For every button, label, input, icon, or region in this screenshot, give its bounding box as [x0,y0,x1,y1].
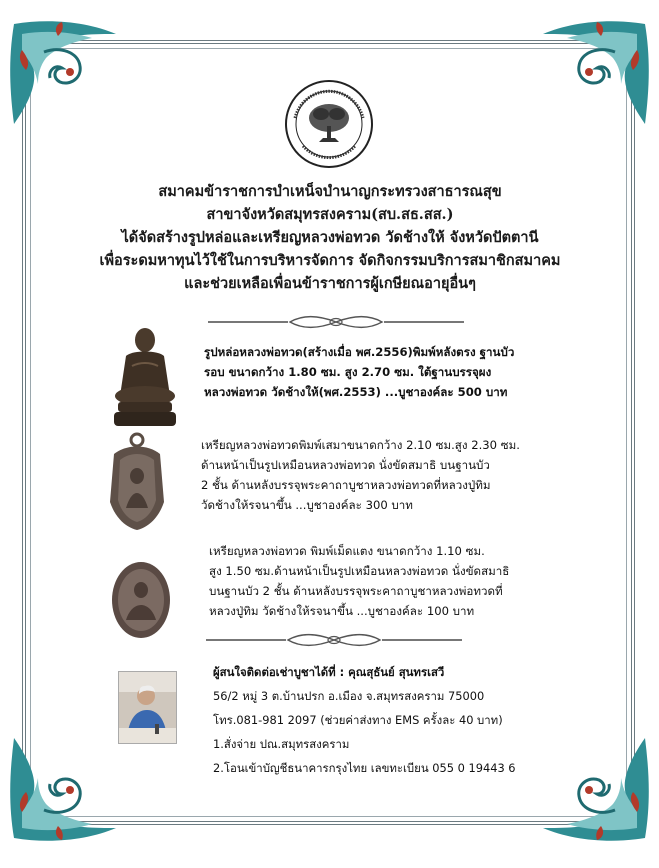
association-logo-icon [283,78,375,170]
ornamental-divider [206,633,462,647]
contact-line: 2.โอนเข้าบัญชีธนาคารกรุงไทย เลขทะเบียน 055 0 19443 6 [213,761,516,775]
corner-ornament-icon [539,12,659,132]
item-sema-coin-description [201,435,520,515]
item-line: รูปหล่อหลวงพ่อทวด(สร้างเมื่อ พศ.2556)พิมพ์หลังตรง ฐานบัว [204,345,515,359]
item-line: เหรียญหลวงพ่อทวดพิมพ์เสมาขนาดกว้าง 2.10 ซม.สูง 2.30 ซม. [201,438,520,452]
contact-line: ผู้สนใจติดต่อเช่าบูชาได้ที่ : คุณสุธันย์ สุนทรเสวี [213,665,445,679]
item-line: เหรียญหลวงพ่อทวด พิมพ์เม็ดแตง ขนาดกว้าง 1.10 ซม. [209,544,485,558]
header-line: และช่วยเหลือเพื่อนข้าราชการผู้เกษียณอายุอื่นๆ [184,275,476,292]
amulet-oval-coin-image [110,560,172,640]
contact-line: โทร.081-981 2097 (ช่วยค่าส่งทาง EMS ครั้งละ 40 บาท) [213,713,503,727]
item-statue-description [204,342,514,402]
contact-info [213,660,516,780]
item-line: หลวงปู่ทิม วัดช้างให้รจนาขึ้น ...บูชาองค์ละ 100 บาท [209,604,475,618]
contact-line: 1.สั่งจ่าย ปณ.สมุทรสงคราม [213,737,350,751]
divider-scroll-icon [286,633,382,647]
contact-person-photo [118,671,177,744]
item-line: รอบ ขนาดกว้าง 1.80 ซม. สูง 2.70 ซม. ใต้ฐานบรรจุผง [204,365,492,379]
ornamental-divider [208,315,464,329]
item-line: บนฐานบัว 2 ชั้น ด้านหลังบรรจุพระคาถาบูชาหลวงพ่อทวดที่ [209,584,503,598]
header-line: ได้จัดสร้างรูปหล่อและเหรียญหลวงพ่อทวด วัดช้างให้ จังหวัดปัตตานี [121,229,539,246]
corner-ornament-icon [0,730,120,850]
corner-ornament-icon [0,12,120,132]
amulet-statue-image [110,326,180,428]
item-line: วัดช้างให้รจนาขึ้น ...บูชาองค์ละ 300 บาท [201,498,413,512]
item-line: ด้านหน้าเป็นรูปเหมือนหลวงพ่อทวด นั่งขัดสมาธิ บนฐานบัว [201,458,490,472]
person-photo-icon [119,672,176,743]
corner-ornament-icon [539,730,659,850]
header-text [60,180,600,295]
header-line: สมาคมข้าราชการบำเหน็จบำนาญกระทรวงสาธารณสุข [158,183,502,200]
item-line: สูง 1.50 ซม.ด้านหน้าเป็นรูปเหมือนหลวงพ่อทวด นั่งขัดสมาธิ [209,564,510,578]
item-line: หลวงพ่อทวด วัดช้างให้(พศ.2553) ...บูชาองค์ละ 500 บาท [204,385,508,399]
contact-line: 56/2 หมู่ 3 ต.บ้านปรก อ.เมือง จ.สมุทรสงคราม 75000 [213,689,485,703]
header-line: เพื่อระดมหาทุนไว้ใช้ในการบริหารจัดการ จัดกิจกรรมบริการสมาชิกสมาคม [99,252,561,269]
amulet-sema-coin-image [106,432,168,532]
item-oval-coin-description [209,541,509,621]
header-line: สาขาจังหวัดสมุทรสงคราม(สบ.สธ.สส.) [206,206,454,223]
divider-scroll-icon [288,315,384,329]
item-line: 2 ชั้น ด้านหลังบรรจุพระคาถาบูชาหลวงพ่อทวดที่หลวงปู่ทิม [201,478,491,492]
